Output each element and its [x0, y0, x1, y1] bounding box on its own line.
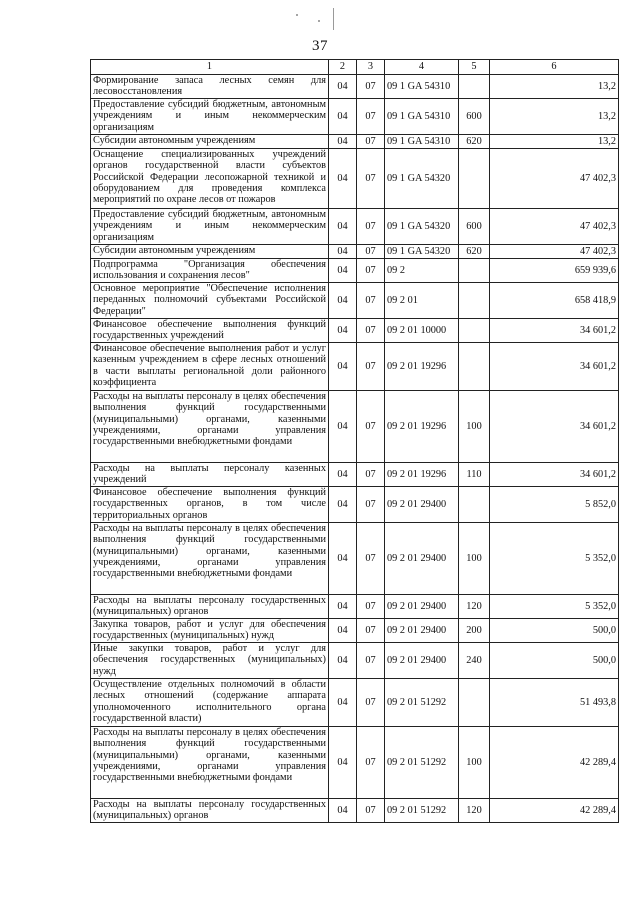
scan-speck — [296, 14, 298, 16]
header-col-section: 2 — [329, 60, 357, 75]
table-row — [91, 595, 619, 619]
row-amount: 5 352,0 — [490, 523, 619, 595]
row-amount: 13,2 — [490, 75, 619, 99]
row-expense-type: 100 — [459, 727, 490, 799]
header-col-expense-type: 5 — [459, 60, 490, 75]
row-expense-type: 120 — [459, 799, 490, 823]
row-amount: 34 601,2 — [490, 319, 619, 343]
row-section: 04 — [329, 149, 357, 209]
row-name: Осуществление отдельных полномочий в области лесных отношений (содержание аппарата уполномоченного исполнительного органа государственной власти) — [91, 679, 329, 727]
row-name: Иные закупки товаров, работ и услуг для обеспечения государственных (муниципальных) нужд — [91, 643, 329, 679]
row-subsection: 07 — [357, 99, 385, 135]
row-expense-type: 100 — [459, 391, 490, 463]
table-row — [91, 245, 619, 259]
header-col-name: 1 — [91, 60, 329, 75]
table-row — [91, 391, 619, 463]
row-amount: 42 289,4 — [490, 727, 619, 799]
row-section: 04 — [329, 463, 357, 487]
row-subsection: 07 — [357, 619, 385, 643]
header-col-target-code: 4 — [385, 60, 459, 75]
row-expense-type: 600 — [459, 99, 490, 135]
row-expense-type — [459, 283, 490, 319]
table-row — [91, 619, 619, 643]
row-expense-type — [459, 679, 490, 727]
row-expense-type — [459, 319, 490, 343]
row-expense-type — [459, 149, 490, 209]
row-section: 04 — [329, 643, 357, 679]
row-section: 04 — [329, 75, 357, 99]
row-expense-type: 600 — [459, 209, 490, 245]
row-section: 04 — [329, 245, 357, 259]
row-target-code: 09 2 01 29400 — [385, 643, 459, 679]
scan-mark — [333, 8, 334, 30]
row-subsection: 07 — [357, 679, 385, 727]
row-section: 04 — [329, 799, 357, 823]
row-name: Расходы на выплаты персоналу государственных (муниципальных) органов — [91, 799, 329, 823]
row-amount: 13,2 — [490, 99, 619, 135]
row-target-code: 09 1 GA 54320 — [385, 209, 459, 245]
row-expense-type — [459, 487, 490, 523]
budget-table — [90, 59, 619, 823]
row-subsection: 07 — [357, 149, 385, 209]
row-name: Финансовое обеспечение выполнения функций государственных учреждений — [91, 319, 329, 343]
row-target-code: 09 2 01 51292 — [385, 679, 459, 727]
row-name: Основное мероприятие "Обеспечение исполнения переданных полномочий субъектами Российской Федерации" — [91, 283, 329, 319]
row-expense-type: 120 — [459, 595, 490, 619]
row-target-code: 09 2 01 29400 — [385, 619, 459, 643]
row-amount: 658 418,9 — [490, 283, 619, 319]
row-target-code: 09 2 01 19296 — [385, 463, 459, 487]
row-amount: 47 402,3 — [490, 245, 619, 259]
row-subsection: 07 — [357, 463, 385, 487]
table-header-row — [91, 60, 619, 75]
row-subsection: 07 — [357, 75, 385, 99]
row-subsection: 07 — [357, 595, 385, 619]
table-row — [91, 343, 619, 391]
row-amount: 500,0 — [490, 643, 619, 679]
row-expense-type: 110 — [459, 463, 490, 487]
row-name: Субсидии автономным учреждениям — [91, 245, 329, 259]
row-amount: 47 402,3 — [490, 149, 619, 209]
row-expense-type: 100 — [459, 523, 490, 595]
table-row — [91, 679, 619, 727]
row-name: Оснащение специализированных учреждений органов государственной власти субъектов Российской Федерации лесопожарной техникой и оборудованием для проведения комплекса мероприятий по охране лесов от пожаров — [91, 149, 329, 209]
row-target-code: 09 1 GA 54320 — [385, 149, 459, 209]
row-section: 04 — [329, 135, 357, 149]
row-amount: 51 493,8 — [490, 679, 619, 727]
row-amount: 34 601,2 — [490, 391, 619, 463]
table-row — [91, 135, 619, 149]
table-row — [91, 463, 619, 487]
table-row — [91, 523, 619, 595]
table-row — [91, 487, 619, 523]
row-expense-type — [459, 343, 490, 391]
row-target-code: 09 2 — [385, 259, 459, 283]
table-row — [91, 799, 619, 823]
table-row — [91, 75, 619, 99]
row-name: Расходы на выплаты персоналу в целях обеспечения выполнения функций государственными (муниципальными) органами, казенными учреждениями, органами управления государственными внебюджетными фондами — [91, 523, 329, 595]
row-amount: 34 601,2 — [490, 343, 619, 391]
row-section: 04 — [329, 319, 357, 343]
header-col-subsection: 3 — [357, 60, 385, 75]
row-amount: 34 601,2 — [490, 463, 619, 487]
table-row — [91, 283, 619, 319]
table-row — [91, 643, 619, 679]
row-subsection: 07 — [357, 209, 385, 245]
row-subsection: 07 — [357, 319, 385, 343]
row-name: Предоставление субсидий бюджетным, автономным учреждениям и иным некоммерческим организациям — [91, 209, 329, 245]
table-row — [91, 727, 619, 799]
row-target-code: 09 1 GA 54310 — [385, 75, 459, 99]
row-section: 04 — [329, 487, 357, 523]
row-name: Расходы на выплаты персоналу государственных (муниципальных) органов — [91, 595, 329, 619]
row-subsection: 07 — [357, 727, 385, 799]
row-target-code: 09 1 GA 54310 — [385, 99, 459, 135]
row-name: Расходы на выплаты персоналу в целях обеспечения выполнения функций государственными (муниципальными) органами, казенными учреждениями, органами управления государственными внебюджетными фондами — [91, 391, 329, 463]
row-section: 04 — [329, 523, 357, 595]
row-section: 04 — [329, 391, 357, 463]
row-name: Финансовое обеспечение выполнения функций государственных органов, в том числе территориальных органов — [91, 487, 329, 523]
row-name: Подпрограмма "Организация обеспечения использования и сохранения лесов" — [91, 259, 329, 283]
row-subsection: 07 — [357, 245, 385, 259]
table-row — [91, 99, 619, 135]
row-name: Расходы на выплаты персоналу казенных учреждений — [91, 463, 329, 487]
row-section: 04 — [329, 595, 357, 619]
row-subsection: 07 — [357, 343, 385, 391]
table-row — [91, 259, 619, 283]
row-amount: 500,0 — [490, 619, 619, 643]
row-target-code: 09 1 GA 54310 — [385, 135, 459, 149]
row-subsection: 07 — [357, 391, 385, 463]
row-target-code: 09 2 01 51292 — [385, 727, 459, 799]
row-expense-type — [459, 75, 490, 99]
row-section: 04 — [329, 259, 357, 283]
row-target-code: 09 2 01 29400 — [385, 487, 459, 523]
row-subsection: 07 — [357, 487, 385, 523]
row-target-code: 09 2 01 19296 — [385, 391, 459, 463]
row-target-code: 09 2 01 10000 — [385, 319, 459, 343]
row-section: 04 — [329, 727, 357, 799]
row-name: Формирование запаса лесных семян для лесовосстановления — [91, 75, 329, 99]
row-amount: 42 289,4 — [490, 799, 619, 823]
row-target-code: 09 2 01 29400 — [385, 523, 459, 595]
row-section: 04 — [329, 99, 357, 135]
row-section: 04 — [329, 283, 357, 319]
page-number: 37 — [312, 38, 328, 54]
row-target-code: 09 2 01 29400 — [385, 595, 459, 619]
row-subsection: 07 — [357, 259, 385, 283]
scan-speck — [318, 20, 320, 22]
row-subsection: 07 — [357, 283, 385, 319]
row-section: 04 — [329, 679, 357, 727]
row-section: 04 — [329, 343, 357, 391]
row-amount: 13,2 — [490, 135, 619, 149]
row-expense-type: 620 — [459, 245, 490, 259]
row-subsection: 07 — [357, 135, 385, 149]
row-target-code: 09 2 01 — [385, 283, 459, 319]
row-name: Финансовое обеспечение выполнения работ и услуг казенным учреждением в сфере лесных отношений в части выплаты региональной доли районного коэффициента — [91, 343, 329, 391]
row-name: Расходы на выплаты персоналу в целях обеспечения выполнения функций государственными (муниципальными) органами, казенными учреждениями, органами управления государственными внебюджетными фондами — [91, 727, 329, 799]
table-row — [91, 209, 619, 245]
row-expense-type — [459, 259, 490, 283]
row-expense-type: 200 — [459, 619, 490, 643]
row-subsection: 07 — [357, 799, 385, 823]
header-col-amount: 6 — [490, 60, 619, 75]
row-amount: 5 852,0 — [490, 487, 619, 523]
row-target-code: 09 1 GA 54320 — [385, 245, 459, 259]
table-row — [91, 149, 619, 209]
table-row — [91, 319, 619, 343]
row-target-code: 09 2 01 51292 — [385, 799, 459, 823]
row-subsection: 07 — [357, 523, 385, 595]
row-subsection: 07 — [357, 643, 385, 679]
row-amount: 659 939,6 — [490, 259, 619, 283]
row-amount: 5 352,0 — [490, 595, 619, 619]
row-expense-type: 240 — [459, 643, 490, 679]
row-target-code: 09 2 01 19296 — [385, 343, 459, 391]
row-name: Предоставление субсидий бюджетным, автономным учреждениям и иным некоммерческим организациям — [91, 99, 329, 135]
row-section: 04 — [329, 209, 357, 245]
row-name: Закупка товаров, работ и услуг для обеспечения государственных (муниципальных) нужд — [91, 619, 329, 643]
row-name: Субсидии автономным учреждениям — [91, 135, 329, 149]
row-amount: 47 402,3 — [490, 209, 619, 245]
row-expense-type: 620 — [459, 135, 490, 149]
row-section: 04 — [329, 619, 357, 643]
